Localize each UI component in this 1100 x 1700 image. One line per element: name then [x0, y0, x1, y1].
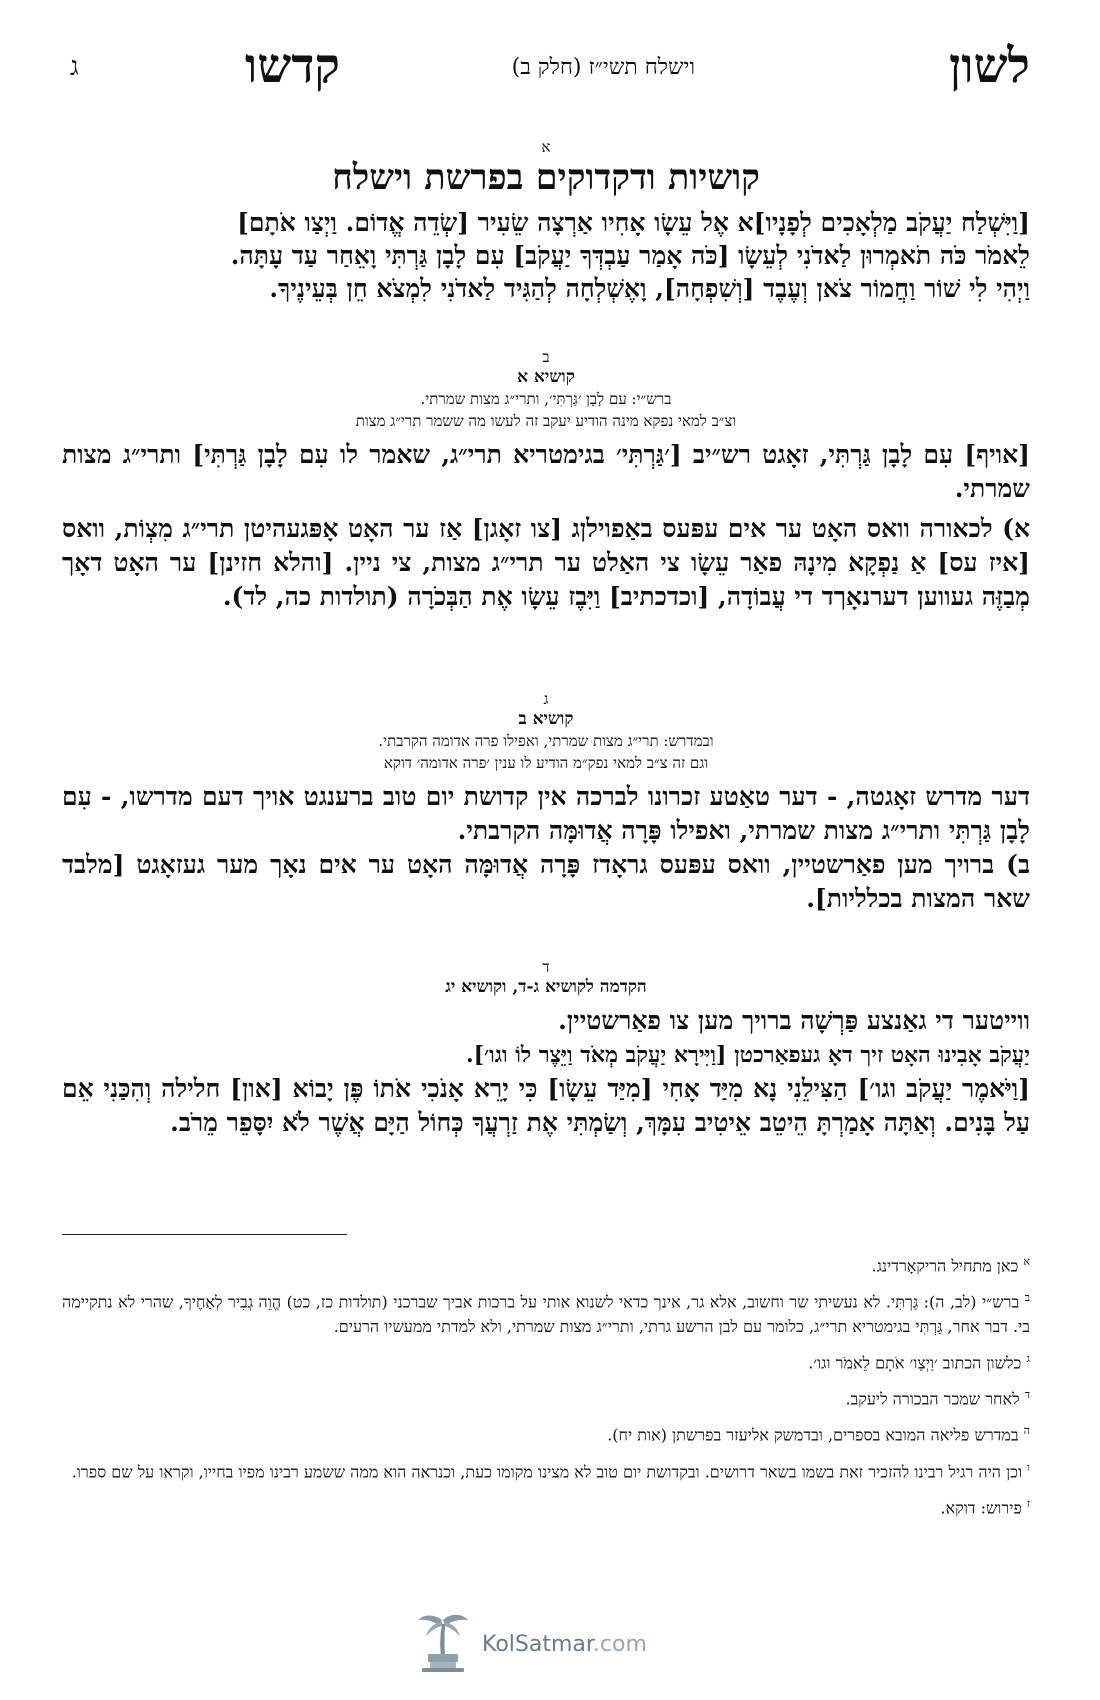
footnote-mark: ג [1026, 1351, 1030, 1365]
body-paragraph: ב) ברויך מען פאַרשטיין, וואס עפּעס גראָדז פָּרָה אֲדוּמָּה האָט ער אים נאָך מער געזאָגט [מלבד שאר המצות בכלליות]. [62, 850, 1030, 913]
footnote-text: כאן מתחיל הריקאָרדינג. [871, 1256, 1019, 1276]
footnote-text: ברש״י (לב, ה): גַּרְתִּי. לא נעשיתי שר וחשוב, אלא גר, אינך כדאי לשנוא אותי על ברכות אביך שברכני (תולדות כז, כט) הֱוֵה גְבִיר לְאַחֶיךָ, שהרי לא נתקיימה בי. דבר אחר, גַּרְתִּי בגימטריא תרי״ג, כלומר עם לבן הרשע גרתי, ותרי״ג מצות שמרתי, ולא למדתי ממעשיו הרעים. [62, 1292, 1030, 1336]
brand-name: KolSatmar [482, 1632, 593, 1657]
question-heading: הקדמה לקושיא ג-ד, וקושיא יג [445, 977, 647, 997]
page-number: ג [70, 52, 79, 82]
question-subtitle: וגם זה צ״ב למאי נפק״מ הודיע לו ענין ׳פרה אדומה׳ דוקא [383, 754, 709, 772]
footnote-mark: ד [1024, 1387, 1030, 1401]
section-marker: ב [542, 348, 550, 366]
palm-tree-icon [412, 1610, 474, 1676]
footer-brand [482, 1632, 647, 1657]
footnote-divider [62, 1234, 347, 1235]
footnote [62, 1456, 1030, 1484]
footnote-text: במדרש פליאה המובא בספרים, ובדמשק אליעזר בפרשתן (אות יח). [607, 1425, 1019, 1445]
body-paragraph: דער מדרש זאָגטה, - דער טאַטע זכרונו לברכה אין קדושת יום טוב ברענגט אויך דעם מדרשו, - עִם לָבָן גַּרְתִּי ותרי״ג מצות שמרתי, ואפילו פָּרָה אֲדוּמָּה הקרבתי. [62, 782, 1030, 845]
question-subtitle: וצ״ב למאי נפקא מינה הודיע יעקב זה לעשו מה ששמר תרי״ג מצות [355, 412, 737, 430]
footnote-text: וכן היה רגיל רבינו להזכיר זאת בשמו בשאר דרושים. ובקדושת יום טוב לא מצינו מקומו כעת, וכנראה הוא ממה ששמע רבינו מפיו בחייו, וקראו על שם ספרו. [71, 1461, 1023, 1481]
footnote [62, 1383, 1030, 1411]
section-marker: א [541, 138, 551, 156]
question-heading: קושיא א [517, 367, 575, 387]
section-a [62, 138, 1030, 305]
body-paragraph: א) לכאורה וואס האָט ער אים עפּעס באַפוילןג [צו זאָגן] אַז ער האָט אָפּגעהיטן תרי״ג מִצְוֹת, וואס [איז עס] אַ נַפְקָא מִינָהּ פאַר עֵשָׂו צי האַלט ער תרי״ג מצות, צי ניין. [והלא חזינן] ער האָט דאָך מְבַזֶּה געווען דערנאָךד די עֲבוֹדָה, [וכדכתיב] וַיִּבֶז עֵשָׂו אֶת הַבְּכֹרָה (תולדות כה, לד). [62, 514, 1030, 611]
footnote-text: כלשון הכתוב ׳וַיְצַו׳ אֹתָם לֵאמֹר וגו׳. [808, 1352, 1022, 1372]
brand-domain: .com [592, 1632, 647, 1657]
verse-line: וַיְהִי לִי שׁוֹר וַחֲמוֹר צֹאן וְעֶבֶד [וְשִׁפְחָה], וָאֶשְׁלְחָה לְהַגִּיד לַאדֹנִי לִמְצֹא חֵן בְּעֵינֶיךָ. [269, 274, 1030, 303]
section-c [62, 690, 1030, 916]
footnote-mark: ו [1027, 1460, 1030, 1474]
section-marker: ד [542, 958, 550, 976]
body-paragraph: [וַיֹּאמֶר יַעֲקֹב וגו׳] הַצִּילֵנִי נָא מִיַּד אָחִי [מִיַּד עֵשָׂו] כִּי יָרֵא אָנֹכִי אֹתוֹ פֶּן יָבוֹא [און] חלילה וְהִכַּנִי אֵם עַל בָּנִים. וְאַתָּה אָמַרְתָּ הֵיטֵב אֵיטִיב עִמָּךְ, וְשַׂמְתִּי אֶת זַרְעֲךָ כְּחוֹל הַיָּם אֲשֶׁר לֹא יִסָּפֵר מֵרֹב. [62, 1074, 1030, 1137]
section-b [62, 348, 1030, 614]
question-subtitle: ובמדרש: תרי״ג מצות שמרתי, ואפילו פרה אדומה הקרבתי. [378, 732, 714, 750]
verse-line: [וַיִּשְׁלַח יַעֲקֹב מַלְאָכִים לְפָנָיו]א אֶל עֵשָׂו אָחִיו אַרְצָה שֵׂעִיר [שְׂדֵה אֱדוֹם. וַיְצַו אֹתָם] [237, 208, 1030, 237]
header-title-left: קדשו [244, 38, 340, 94]
footnote [62, 1286, 1030, 1338]
header-parsha: וישלח תשי״ז (חלק ב) [511, 55, 695, 80]
footnote-mark: א [1023, 1255, 1030, 1268]
question-subtitle: ברש״י: עם לָבָן ׳גַּרְתִּי׳, ותרי״ג מצות שמרתי. [420, 390, 672, 408]
footnote-mark: ה [1023, 1424, 1030, 1438]
header-title-right: לשון [949, 38, 1030, 94]
footnote-mark: ב [1024, 1291, 1030, 1305]
verse-line: לֵאמֹר כֹּה תֹאמְרוּן לַאדֹנִי לְעֵשָׂו [כֹּה אָמַר עַבְדְּךָ יַעֲקֹב] עִם לָבָן גַּרְתִּי וָאֵחַר עַד עָתָּה. [230, 241, 1030, 270]
question-heading: קושיא ב [518, 709, 574, 729]
footnote [62, 1492, 1030, 1520]
footnote [62, 1419, 1030, 1447]
footer-logo [412, 1610, 672, 1678]
body-paragraph: יַעֲקֹב אָבִינוּ האָט זיך דאָ געפאַרכטן [וַיִּירָא יַעֲקֹב מְאֹד וַיֵּצֶר לוֹ וגו׳]. [465, 1042, 1030, 1068]
main-title: קושיות ודקדוקים בפרשת וישלח [332, 157, 760, 198]
footnote-mark: ז [1026, 1496, 1030, 1510]
footnote-text: לאחר שמכר הבכורה ליעקב. [845, 1389, 1020, 1409]
footnote [62, 1250, 1030, 1278]
body-paragraph: ווייטער די גאַנצע פַּרְשָׁה ברויך מען צו פאַרשטיין. [558, 1006, 1030, 1035]
footnotes [62, 1250, 1030, 1528]
footnote-text: פירוש: דוקא. [940, 1498, 1022, 1518]
body-paragraph: [אויף] עִם לָבָן גַּרְתִּי, זאָגט רש״יב [׳גַּרְתִּי׳ בגימטריא תרי״ג, שאמר לו עִם לָבָן גַּרְתִּי] ותרי״ג מצות שמרתי. [62, 440, 1030, 503]
page-header [70, 38, 1030, 108]
section-marker: ג [543, 690, 549, 708]
footnote [62, 1347, 1030, 1375]
section-d [62, 958, 1030, 1140]
